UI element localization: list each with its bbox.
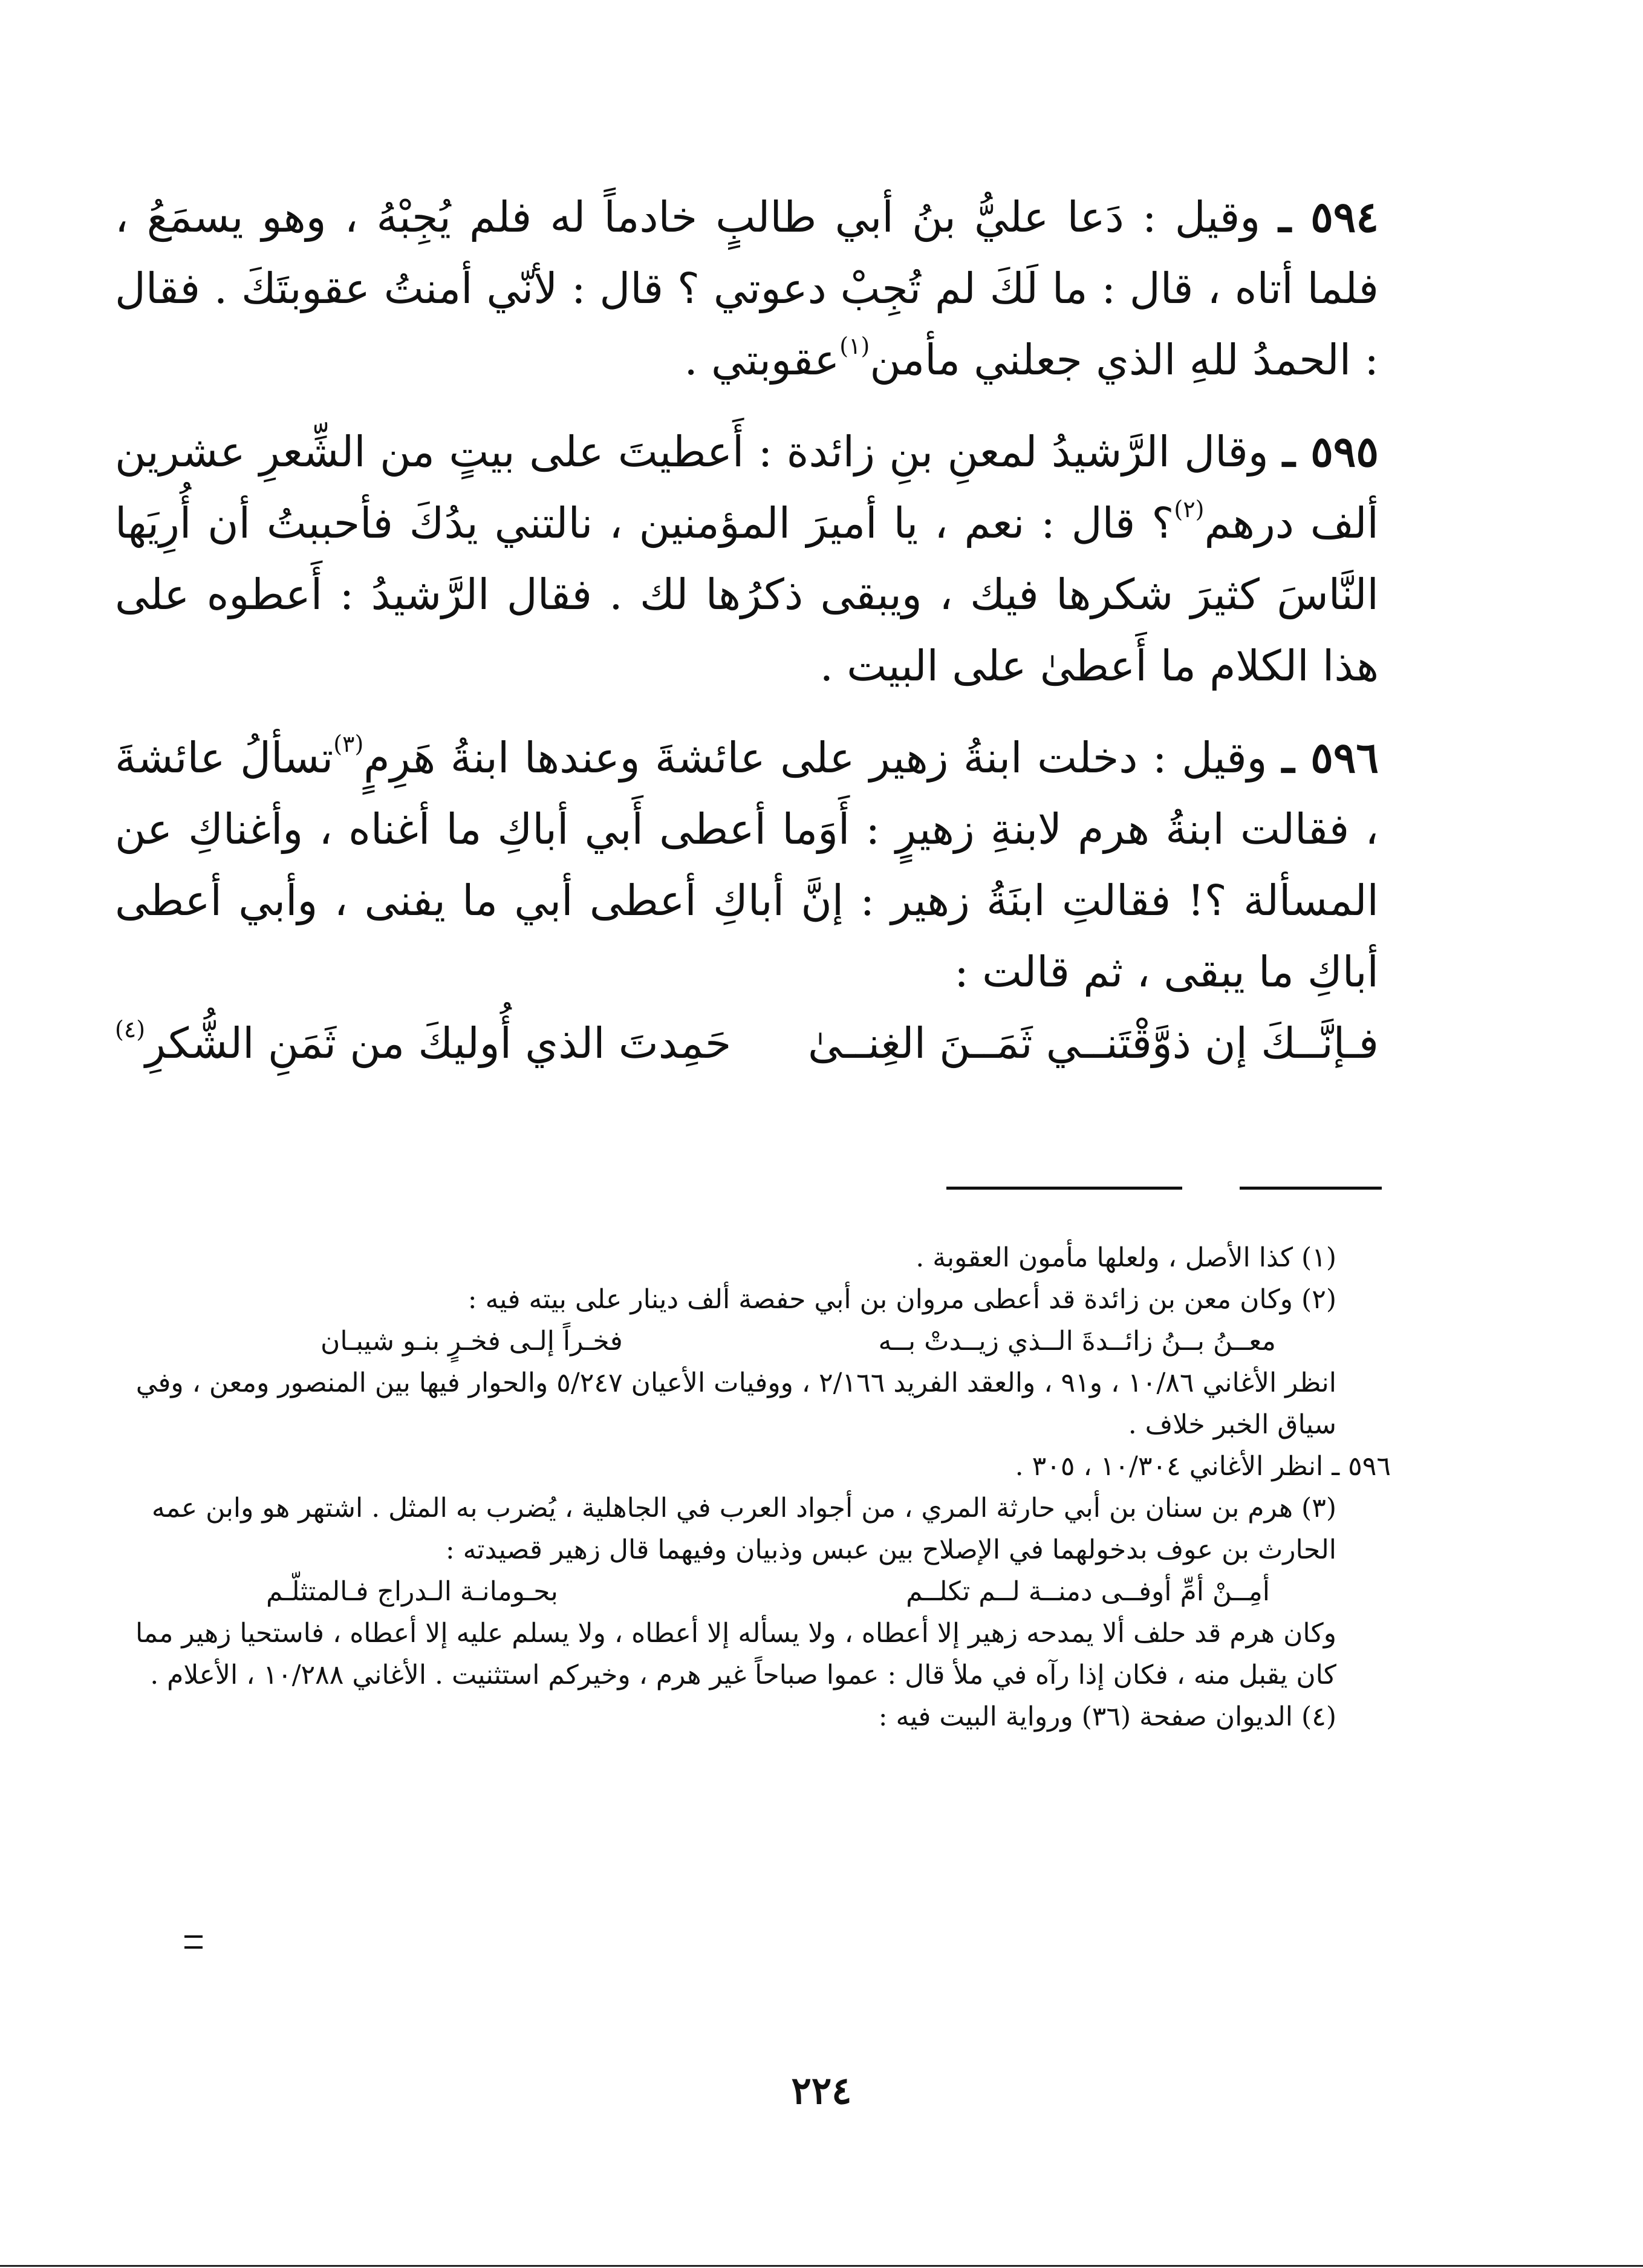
- footnote-4: (٤) الديوان صفحة (٣٦) ورواية البيت فيه :: [878, 1701, 1336, 1732]
- paragraph-number: ٥٩٤ ـ: [1278, 192, 1379, 242]
- paragraph-text: وقيل : دَعا عليُّ بنُ أبي طالبٍ خادماً له فلم يُجِبْهُ ، وهو يسمَعُ ، فلما أتاه ، قال : ما لَكَ لم تُجِبْ دعوتي ؟ قال : لأنّي أمنتُ عقوبتَكَ . فقال : الحمدُ للهِ الذي جعلني مأمن: [115, 192, 1379, 385]
- paragraph-text: وقيل : دخلت ابنةُ زهير على عائشةَ وعندها ابنةُ هَرِمٍ: [363, 733, 1267, 783]
- reference-596: ٥٩٦ ـ انظر الأغاني ١٠/٣٠٤ ، ٣٠٥ .: [1015, 1451, 1391, 1482]
- paragraph-text-cont: تسألُ عائشةَ ، فقالت ابنةُ هرم لابنةِ زهيرٍ : أَوَما أعطى أَبي أباكِ ما أغناه ، وأغناكِ عن المسألة ؟! فقالتِ ابنَةُ زهير : إنَّ أباكِ أعطى أبي ما يفنى ، وأبي أعطى أباكِ ما يبقى ، ثم قالت :: [115, 733, 1379, 997]
- footnote-3: (٣) هرم بن سنان بن أبي حارثة المري ، من أجواد العرب في الجاهلية ، يُضرب به المثل . اشتهر هو وابن عمه الحارث بن عوف بدخولهما في الإصلاح بين عبس وذبيان وفيهما قال زهير قصيدته :: [151, 1493, 1336, 1565]
- scan-bottom-edge: [0, 2265, 1643, 2267]
- verse-second-hemistich: حَمِدتَ الذي أُوليكَ من ثَمَنِ الشُّكرِ: [145, 1018, 732, 1068]
- footnotes: [115, 1237, 1391, 1738]
- footnote-ref: (٤): [115, 1015, 146, 1043]
- footnote-verse-first: أمِــنْ أمِّ أوفــى دمنــة لــم تكلــم: [906, 1576, 1270, 1607]
- page-number: ٢٢٤: [791, 2068, 852, 2113]
- verse-first-hemistich: فـإنَّــكَ إن ذوَّقْتَنــي ثَمَــنَ الغِنــىٰ: [808, 1018, 1379, 1068]
- footnote-3-continued: وكان هرم قد حلف ألا يمدحه زهير إلا أعطاه ، ولا يسأله إلا أعطاه ، ولا يسلم عليه إلا أعطاه ، فاستحيا زهير مما كان يقبل منه ، فكان إذا رآه في ملأ قال : عموا صباحاً غير هرم ، وخيركم استثنيت . الأغاني ١٠/٢٨٨ ، الأعلام .: [135, 1618, 1336, 1690]
- footnote-divider-short: [1240, 1187, 1382, 1190]
- footnote-divider: [946, 1187, 1182, 1190]
- footnote-verse-second: بحـومانـة الـدراج فـالمتثلّـم: [266, 1576, 558, 1607]
- paragraph-594: [115, 181, 1379, 396]
- footnote-ref: (١): [839, 332, 870, 359]
- footnote-ref: (٣): [333, 730, 364, 757]
- poem-verse: [115, 1008, 1379, 1079]
- paragraph-text: وقال الرَّشيدُ لمعنِ بنِ زائدة : أَعطيتَ على بيتٍ من الشِّعرِ عشرين ألف درهم: [115, 427, 1379, 548]
- footnote-ref: (٢): [1174, 495, 1205, 523]
- footnote-1: (١) كذا الأصل ، ولعلها مأمون العقوبة .: [916, 1242, 1336, 1273]
- footnote-2-verse: [115, 1320, 1391, 1362]
- footnote-2: (٢) وكان معن بن زائدة قد أعطى مروان بن أبي حفصة ألف دينار على بيته فيه :: [467, 1284, 1336, 1315]
- paragraph-596: [115, 722, 1379, 1008]
- paragraph-number: ٥٩٥ ـ: [1283, 426, 1379, 477]
- continuation-mark: [184, 1935, 203, 1949]
- main-text: [115, 181, 1379, 1079]
- footnote-verse-second: فخـراً إلـى فخـرٍ بنـو شيبـان: [320, 1326, 623, 1357]
- verse-second-hemistich-wrap: [115, 1008, 731, 1079]
- paragraph-number: ٥٩٦ ـ: [1282, 732, 1379, 783]
- footnote-2-reference: انظر الأغاني ١٠/٨٦ ، و٩١ ، والعقد الفريد ٢/١٦٦ ، ووفيات الأعيان ٥/٢٤٧ والحوار فيها بين المنصور ومعن ، وفي سياق الخبر خلاف .: [135, 1367, 1336, 1440]
- paragraph-text-cont: ؟ قال : نعم ، يا أميرَ المؤمنين ، نالتني يدُكَ فأحببتُ أن أُرِيَها النَّاسَ كثيرَ شكرها فيك ، ويبقى ذكرُها لك . فقال الرَّشيدُ : أَعطوه على هذا الكلام ما أَعطىٰ على البيت .: [115, 498, 1379, 691]
- footnote-verse-first: معــنُ بــنُ زائــدةَ الــذي زيــدتْ بــه: [878, 1326, 1276, 1357]
- paragraph-text-cont: عقوبتي .: [684, 335, 840, 385]
- paragraph-595: [115, 416, 1379, 702]
- footnote-3-verse: [115, 1571, 1391, 1612]
